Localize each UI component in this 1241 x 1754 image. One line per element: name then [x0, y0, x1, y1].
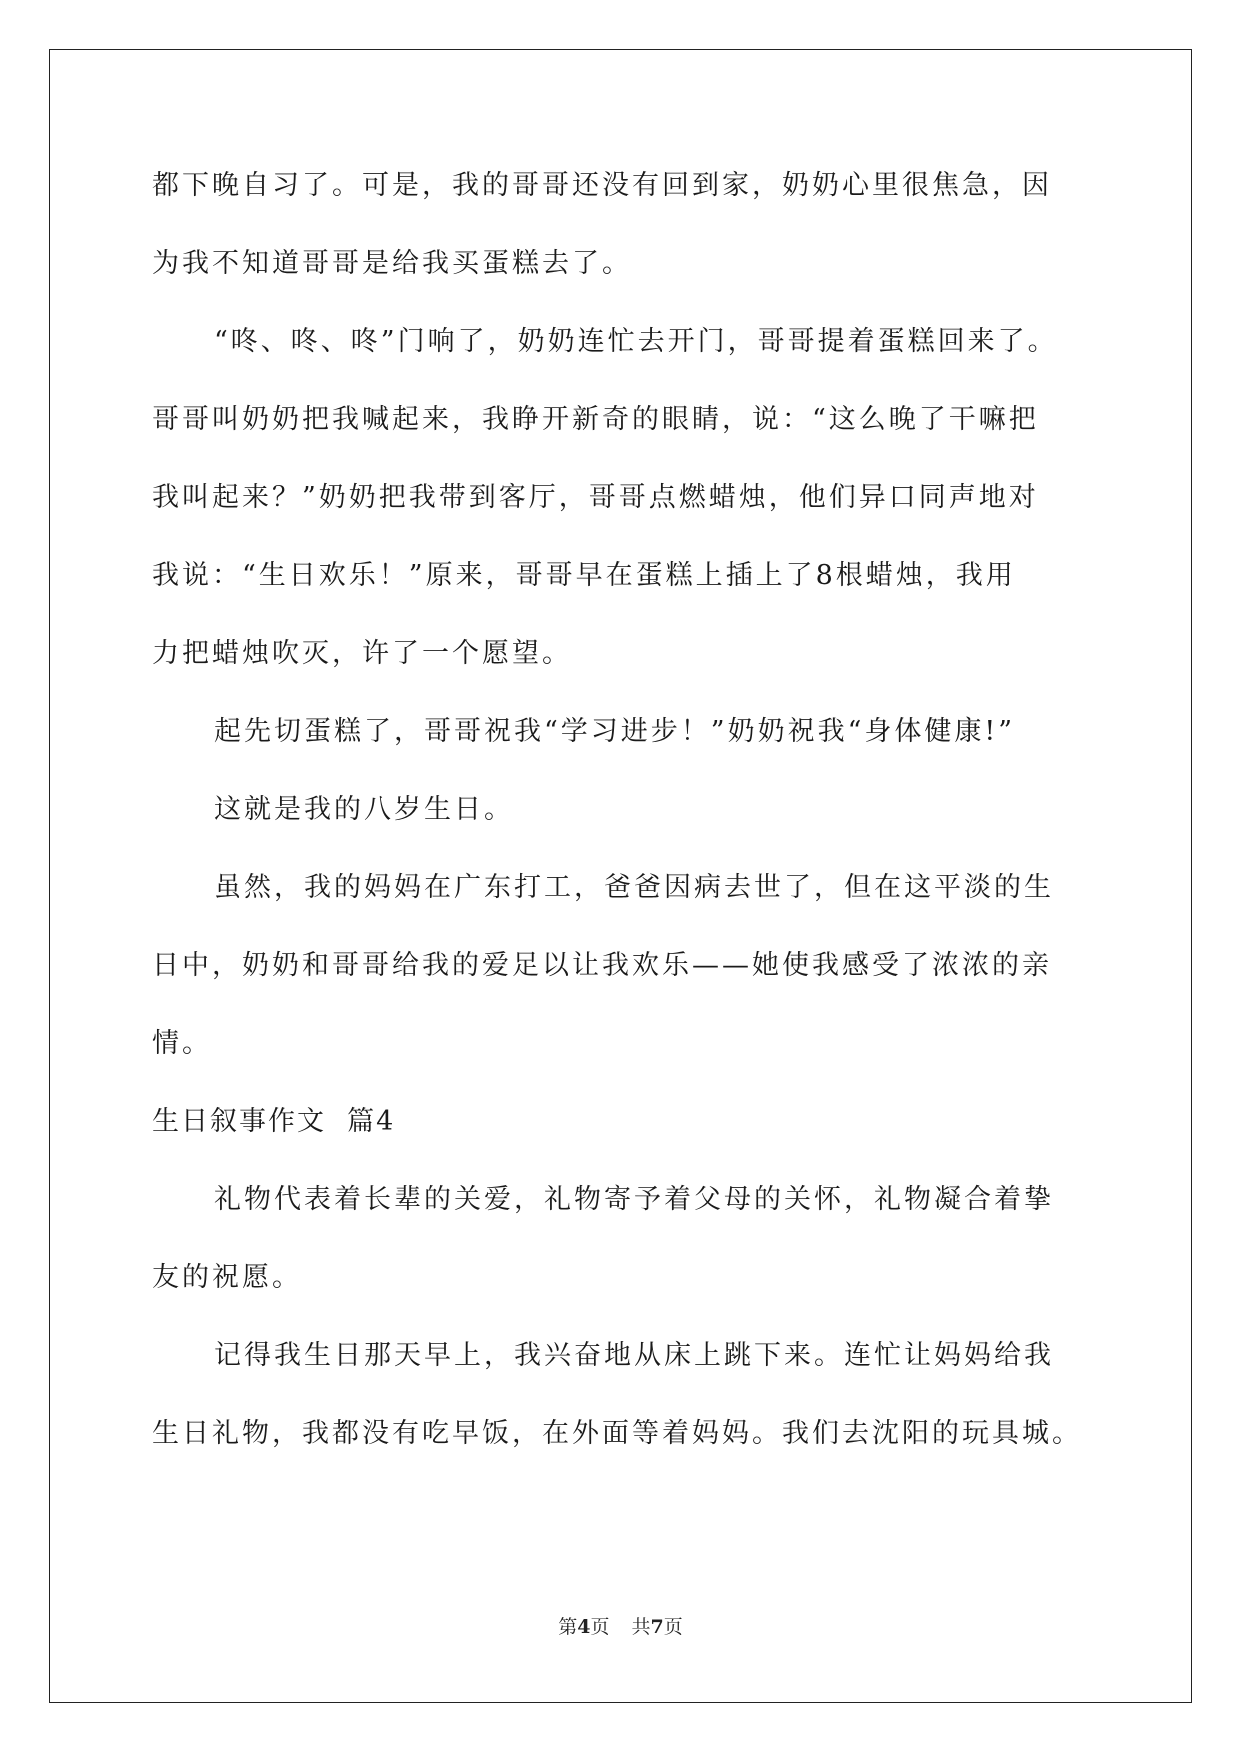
footer-suffix: 页: [663, 1616, 683, 1638]
section-heading: 生日叙事作文 篇4: [152, 1106, 396, 1137]
text-line: 我叫起来？”奶奶把我带到客厅，哥哥点燃蜡烛，他们异口同声地对: [152, 482, 1039, 513]
current-page-number: 4: [577, 1616, 591, 1638]
footer-prefix: 第: [558, 1616, 578, 1638]
text-line: 友的祝愿。: [152, 1262, 302, 1293]
page-footer: [0, 1612, 1241, 1639]
text-line: 记得我生日那天早上，我兴奋地从床上跳下来。连忙让妈妈给我: [214, 1340, 1054, 1371]
text-line: 情。: [152, 1028, 212, 1059]
footer-page-label: 页: [590, 1616, 610, 1638]
text-line: 礼物代表着长辈的关爱，礼物寄予着父母的关怀，礼物凝合着挚: [214, 1184, 1054, 1215]
text-line: 为我不知道哥哥是给我买蛋糕去了。: [152, 248, 632, 279]
text-line: 我说：“生日欢乐！”原来，哥哥早在蛋糕上插上了8根蜡烛，我用: [152, 560, 1016, 591]
text-line: 日中，奶奶和哥哥给我的爱足以让我欢乐——她使我感受了浓浓的亲: [152, 950, 1052, 981]
text-line: 哥哥叫奶奶把我喊起来，我睁开新奇的眼睛，说：“这么晚了干嘛把: [152, 404, 1039, 435]
text-line: 力把蜡烛吹灭，许了一个愿望。: [152, 638, 572, 669]
text-line: 这就是我的八岁生日。: [214, 794, 514, 825]
text-line: 都下晚自习了。可是，我的哥哥还没有回到家，奶奶心里很焦急，因: [152, 170, 1052, 201]
footer-total-prefix: 共: [631, 1616, 651, 1638]
text-line: “咚、咚、咚”门响了，奶奶连忙去开门，哥哥提着蛋糕回来了。: [214, 326, 1058, 357]
text-line: 生日礼物，我都没有吃早饭，在外面等着妈妈。我们去沈阳的玩具城。: [152, 1418, 1082, 1449]
text-line: 虽然，我的妈妈在广东打工，爸爸因病去世了，但在这平淡的生: [214, 872, 1054, 903]
total-pages-number: 7: [650, 1616, 664, 1638]
text-line: 起先切蛋糕了，哥哥祝我“学习进步！”奶奶祝我“身体健康!”: [214, 716, 1016, 747]
document-body: [152, 162, 1092, 1488]
